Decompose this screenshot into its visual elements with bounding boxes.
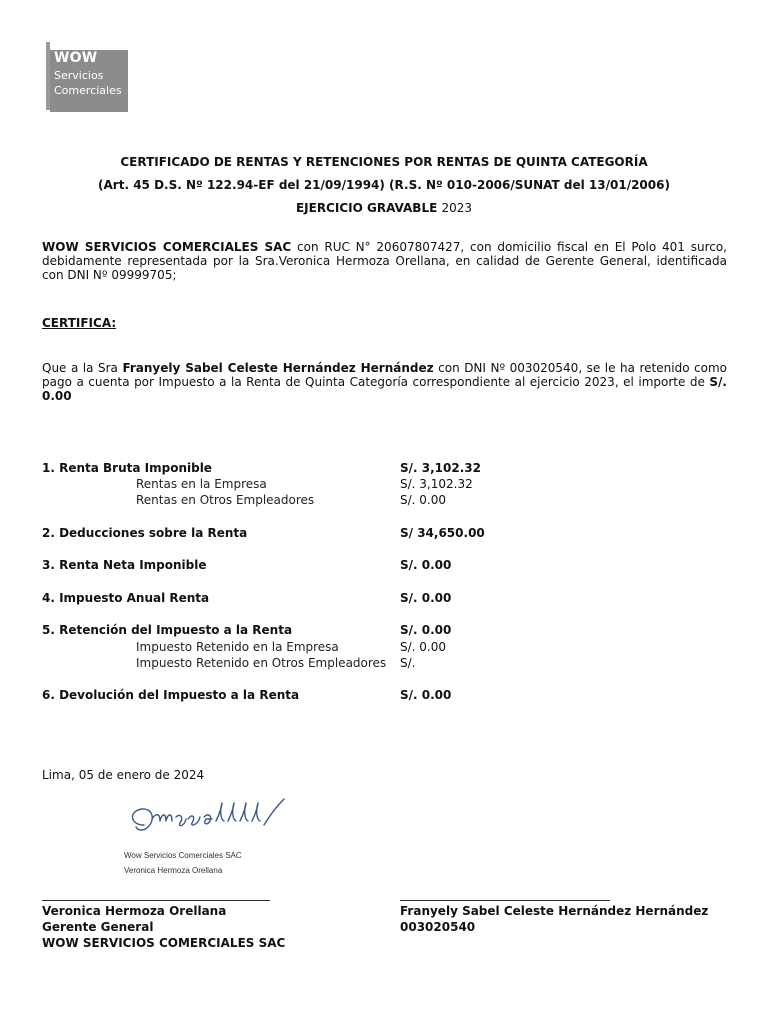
document-title: CERTIFICADO DE RENTAS Y RETENCIONES POR RENTAS DE QUINTA CATEGORÍA (120, 155, 648, 169)
item-value-renta-neta: S/. 0.00 (400, 558, 452, 572)
signer-right-dni: 003020540 (400, 920, 476, 934)
company-logo (44, 42, 130, 112)
item-label-deducciones: 2. Deducciones sobre la Renta (42, 526, 248, 540)
item-label-rentas-empresa: Rentas en la Empresa (136, 477, 267, 491)
stamp-name: Veronica Hermoza Orellana (124, 866, 223, 875)
item-value-rentas-empresa: S/. 3,102.32 (400, 477, 473, 491)
signer-left-role: Gerente General (42, 920, 154, 934)
item-value-deducciones: S/ 34,650.00 (400, 526, 485, 540)
signer-right-name: Franyely Sabel Celeste Hernández Hernández (400, 904, 709, 918)
logo-text-comerciales: Comerciales (54, 84, 122, 97)
signature-line-right (400, 900, 610, 901)
item-label-retenido-empresa: Impuesto Retenido en la Empresa (136, 640, 339, 654)
item-label-retenido-otros: Impuesto Retenido en Otros Empleadores (136, 656, 387, 670)
employee-name: Franyely Sabel Celeste Hernández Hernández (122, 361, 434, 375)
item-value-devolucion: S/. 0.00 (400, 688, 452, 702)
certifica-heading: CERTIFICA: (42, 316, 117, 330)
signer-left-name: Veronica Hermoza Orellana (42, 904, 227, 918)
signer-left-company: WOW SERVICIOS COMERCIALES SAC (42, 936, 286, 950)
item-value-renta-bruta: S/. 3,102.32 (400, 461, 481, 475)
statement-prefix: Que a la Sra (42, 361, 123, 375)
item-label-retencion: 5. Retención del Impuesto a la Renta (42, 623, 293, 637)
fiscal-year (0, 201, 768, 215)
item-label-rentas-otros: Rentas en Otros Empleadores (136, 493, 315, 507)
fiscal-year-value: 2023 (441, 201, 473, 215)
item-label-devolucion: 6. Devolución del Impuesto a la Renta (42, 688, 300, 702)
company-name: WOW SERVICIOS COMERCIALES SAC (42, 240, 292, 254)
statement-text: con DNI Nº 003020540, se le ha retenido como pago a cuenta por Impuesto a la Renta de Quinta Categoría correspondiente al ejercicio 2023, el importe de (42, 361, 728, 389)
intro-text: con RUC N° 20607807427, con domicilio fiscal en El Polo 401 surco, debidamente representada por la Sra.Veronica Hermoza Orellana, en calidad de Gerente General, identificada con DNI Nº 09999705; (42, 240, 727, 282)
item-label-renta-bruta: 1. Renta Bruta Imponible (42, 461, 212, 475)
logo-text-servicios: Servicios (54, 69, 104, 82)
item-value-retenido-otros: S/. (400, 656, 416, 670)
statement-paragraph (42, 361, 727, 403)
fiscal-year-label: EJERCICIO GRAVABLE (295, 201, 438, 215)
handwritten-signature (122, 795, 292, 845)
signature-line-left (42, 900, 270, 901)
item-value-retenido-empresa: S/. 0.00 (400, 640, 447, 654)
item-value-impuesto-anual: S/. 0.00 (400, 591, 452, 605)
retained-amount: S/. 0.00 (42, 375, 727, 403)
place-date: Lima, 05 de enero de 2024 (42, 768, 205, 782)
item-label-impuesto-anual: 4. Impuesto Anual Renta (42, 591, 210, 605)
intro-paragraph (42, 240, 727, 282)
item-value-rentas-otros: S/. 0.00 (400, 493, 447, 507)
stamp-company: Wow Servicios Comerciales SAC (124, 851, 242, 860)
item-value-retencion: S/. 0.00 (400, 623, 452, 637)
document-legal-reference: (Art. 45 D.S. Nº 122.94-EF del 21/09/1994) (R.S. Nº 010-2006/SUNAT del 13/01/2006) (98, 178, 670, 192)
item-label-renta-neta: 3. Renta Neta Imponible (42, 558, 207, 572)
logo-text-wow: WOW (54, 50, 98, 66)
